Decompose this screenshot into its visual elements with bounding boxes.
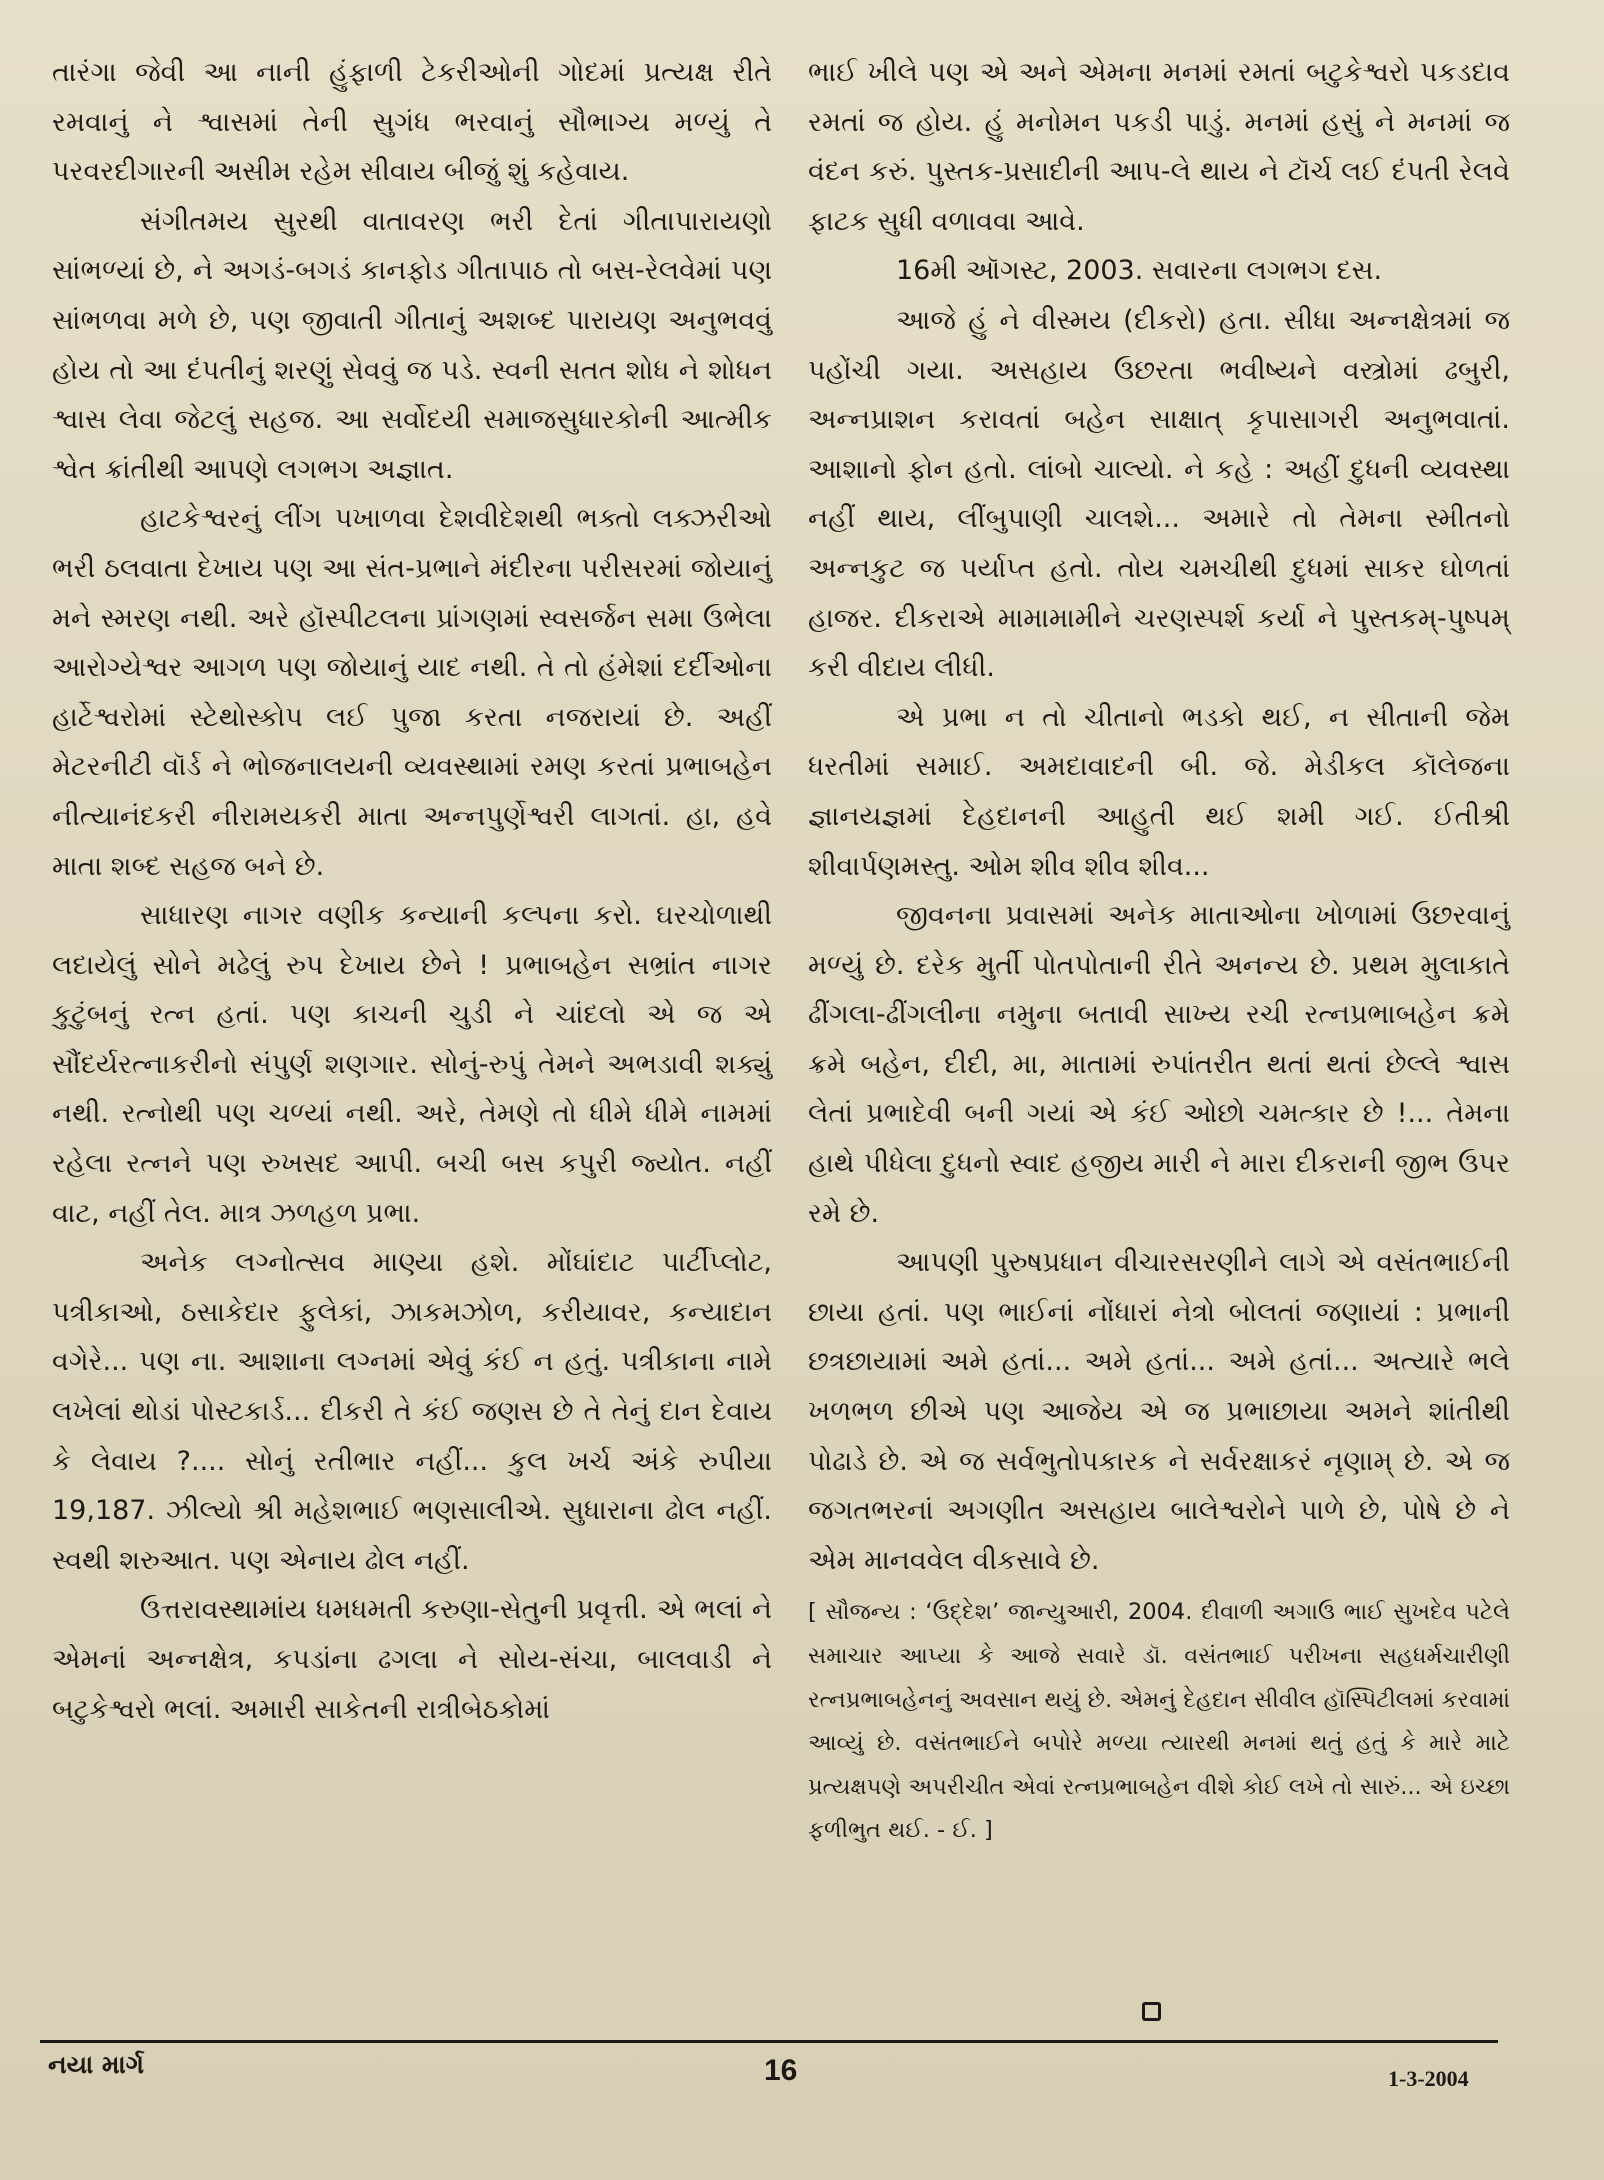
paragraph: તારંગા જેવી આ નાની હુંફાળી ટેકરીઓની ગોદમાં પ્રત્યક્ષ રીતે રમવાનું ને શ્વાસમાં તેની સુગંધ ભરવાનું સૌભાગ્ય મળ્યું તે પરવરદીગારની અસીમ રહેમ સીવાય બીજું શું કહેવાય. (52, 57, 772, 188)
left-column (52, 48, 772, 1734)
dateline: 16મી ઑગસ્ટ, 2003. સવારના લગભગ દસ. (896, 255, 1383, 287)
end-of-article-square-icon (1142, 2002, 1161, 2021)
magazine-name: નયા માર્ગ (48, 2050, 144, 2079)
paragraph: સાધારણ નાગર વણીક કન્યાની કલ્પના કરો. ઘરચોળાથી લદાયેલું સોને મઢેલું રુપ દેખાય છેને ! પ્રભાબહેન સભ્રાંત નાગર કુટુંબનું રત્ન હતાં. પણ કાચની ચુડી ને ચાંદલો એ જ એ સૌંદર્યરત્નાકરીનો સંપુર્ણ શણગાર. સોનું-રુપું તેમને અભડાવી શક્યું નથી. રત્નોથી પણ ચળ્યાં નથી. અરે, તેમણે તો ધીમે ધીમે નામમાં રહેલા રત્નને પણ રુખસદ આપી. બચી બસ કપુરી જ્યોત. નહીં વાટ, નહીં તેલ. માત્ર ઝળહળ પ્રભા. (52, 900, 772, 1229)
paragraph: આજે હું ને વીસ્મય (દીકરો) હતા. સીધા અન્નક્ષેત્રમાં જ પહોંચી ગયા. અસહાય ઉછરતા ભવીષ્યને વસ્ત્રોમાં ઢબુરી, અન્નપ્રાશન કરાવતાં બહેન સાક્ષાત્ કૃપાસાગરી અનુભવાતાં. આશાનો ફોન હતો. લાંબો ચાલ્યો. ને કહે : અહીં દુધની વ્યવસ્થા નહીં થાય, લીંબુપાણી ચાલશે... અમારે તો તેમના સ્મીતનો અન્નકુટ જ પર્યાપ્ત હતો. તોય ચમચીથી દુધમાં સાકર ઘોળતાં હાજર. દીકરાએ મામામામીને ચરણસ્પર્શ કર્યા ને પુસ્તકમ્-પુષ્પમ્ કરી વીદાય લીધી. (808, 304, 1510, 684)
paragraph: હાટકેશ્વરનું લીંગ પખાળવા દેશવીદેશથી ભક્તો લક્ઝરીઓ ભરી ઠલવાતા દેખાય પણ આ સંત-પ્રભાને મંદીરના પરીસરમાં જોયાનું મને સ્મરણ નથી. અરે હૉસ્પીટલના પ્રાંગણમાં સ્વસર્જન સમા ઉભેલા આરોગ્યેશ્વર આગળ પણ જોયાનું યાદ નથી. તે તો હંમેશાં દર્દીઓના હાર્ટેશ્વરોમાં સ્ટેથોસ્કોપ લઈ પુજા કરતા નજરાયાં છે. અહીં મેટરનીટી વૉર્ડ ને ભોજનાલયની વ્યવસ્થામાં રમણ કરતાં પ્રભાબહેન નીત્યાનંદકરી નીરામયકરી માતા અન્નપુર્ણેશ્વરી લાગતાં. હા, હવે માતા શબ્દ સહજ બને છે. (52, 503, 772, 882)
paragraph: આપણી પુરુષપ્રધાન વીચારસરણીને લાગે એ વસંતભાઈની છાયા હતાં. પણ ભાઈનાં નોંધારાં નેત્રો બોલતાં જણાયાં : પ્રભાની છત્રછાયામાં અમે હતાં... અમે હતાં... અમે હતાં... અત્યારે ભલે ખળભળ છીએ પણ આજેય એ જ પ્રભાછાયા અમને શાંતીથી પોઢાડે છે. એ જ સર્વભુતોપકારક ને સર્વરક્ષાકરં નૃણામ્ છે. એ જ જગતભરનાં અગણીત અસહાય બાલેશ્વરોને પાળે છે, પોષે છે ને એમ માનવવેલ વીકસાવે છે. (808, 1247, 1510, 1576)
footer-divider (40, 2040, 1498, 2043)
right-column (808, 48, 1510, 1853)
credit-note: [ સૌજન્ય : ‘ઉદ્દેશ’ જાન્યુઆરી, 2004. દીવાળી અગાઉ ભાઈ સુખદેવ પટેલે સમાચાર આપ્યા કે આજે સવારે ડૉ. વસંતભાઈ પરીખના સહધર્મચારીણી રત્નપ્રભાબહેનનું અવસાન થયું છે. એમનું દેહદાન સીવીલ હૉસ્પિટીલમાં કરવામાં આવ્યું છે. વસંતભાઈને બપોરે મળ્યા ત્યારથી મનમાં થતું હતું કે મારે માટે પ્રત્યક્ષપણે અપરીચીત એવાં રત્નપ્રભાબહેન વીશે કોઈ લખે તો સારું... એ ઇચ્છા ફળીભુત થઈ. - ઈ. ] (808, 1599, 1510, 1844)
paragraph: અનેક લગ્નોત્સવ માણ્યા હશે. મોંઘાંદાટ પાર્ટીપ્લોટ, પત્રીકાઓ, ઠસાકેદાર ફુલેકાં, ઝાકમઝોળ, કરીયાવર, કન્યાદાન વગેરે... પણ ના. આશાના લગ્નમાં એવું કંઈ ન હતું. પત્રીકાના નામે લખેલાં થોડાં પોસ્ટકાર્ડ... દીકરી તે કંઈ જણસ છે તે તેનું દાન દેવાય કે લેવાય ?.... સોનું રતીભાર નહીં... કુલ ખર્ચ અંકે રુપીયા 19,187. ઝીલ્યો શ્રી મહેશભાઈ ભણસાલીએ. સુધારાના ઢોલ નહીં. સ્વથી શરુઆત. પણ એનાય ઢોલ નહીં. (52, 1247, 772, 1576)
paragraph: ભાઈ ખીલે પણ એ અને એમના મનમાં રમતાં બટુકેશ્વરો પકડદાવ રમતાં જ હોય. હું મનોમન પકડી પાડું. મનમાં હસું ને મનમાં જ વંદન કરું. પુસ્તક-પ્રસાદીની આપ-લે થાય ને ટૉર્ચ લઈ દંપતી રેલવે ફાટક સુધી વળાવવા આવે. (808, 57, 1510, 237)
paragraph: એ પ્રભા ન તો ચીતાનો ભડકો થઈ, ન સીતાની જેમ ધરતીમાં સમાઈ. અમદાવાદની બી. જે. મેડીકલ કૉલેજના જ્ઞાનયજ્ઞમાં દેહદાનની આહુતી થઈ શમી ગઈ. ઈતીશ્રી શીવાર્પણમસ્તુ. ઓમ શીવ શીવ શીવ... (808, 701, 1510, 882)
paragraph: ઉત્તરાવસ્થામાંય ધમધમતી કરુણા-સેતુની પ્રવૃત્તી. એ ભલાં ને એમનાં અન્નક્ષેત્ર, કપડાંના ઢગલા ને સોય-સંચા, બાલવાડી ને બટુકેશ્વરો ભલાં. અમારી સાકેતની રાત્રીબેઠકોમાં (52, 1594, 772, 1725)
paragraph: સંગીતમય સુરથી વાતાવરણ ભરી દેતાં ગીતાપારાયણો સાંભળ્યાં છે, ને અગડં-બગડં કાનફોડ ગીતાપાઠ તો બસ-રેલવેમાં પણ સાંભળવા મળે છે, પણ જીવાતી ગીતાનું અશબ્દ પારાયણ અનુભવવું હોય તો આ દંપતીનું શરણું સેવવું જ પડે. સ્વની સતત શોધ ને શોધન શ્વાસ લેવા જેટલું સહજ. આ સર્વોદયી સમાજસુધારકોની આત્મીક શ્વેત ક્રાંતીથી આપણે લગભગ અજ્ઞાત. (52, 205, 772, 485)
page-number: 16 (764, 2054, 798, 2087)
paragraph: જીવનના પ્રવાસમાં અનેક માતાઓના ખોળામાં ઉછરવાનું મળ્યું છે. દરેક મુર્તી પોતપોતાની રીતે અનન્ય છે. પ્રથમ મુલાકાતે ઢીંગલા-ઢીંગલીના નમુના બતાવી સાખ્ય રચી રત્નપ્રભાબહેન ક્રમે ક્રમે બહેન, દીદી, મા, માતામાં રુપાંતરીત થતાં થતાં છેલ્લે શ્વાસ લેતાં પ્રભાદેવી બની ગયાં એ કંઈ ઓછો ચમત્કાર છે !... તેમના હાથે પીધેલા દુધનો સ્વાદ હજીય મારી ને મારા દીકરાની જીભ ઉપર રમે છે. (808, 900, 1510, 1229)
issue-date: 1-3-2004 (1388, 2066, 1469, 2091)
